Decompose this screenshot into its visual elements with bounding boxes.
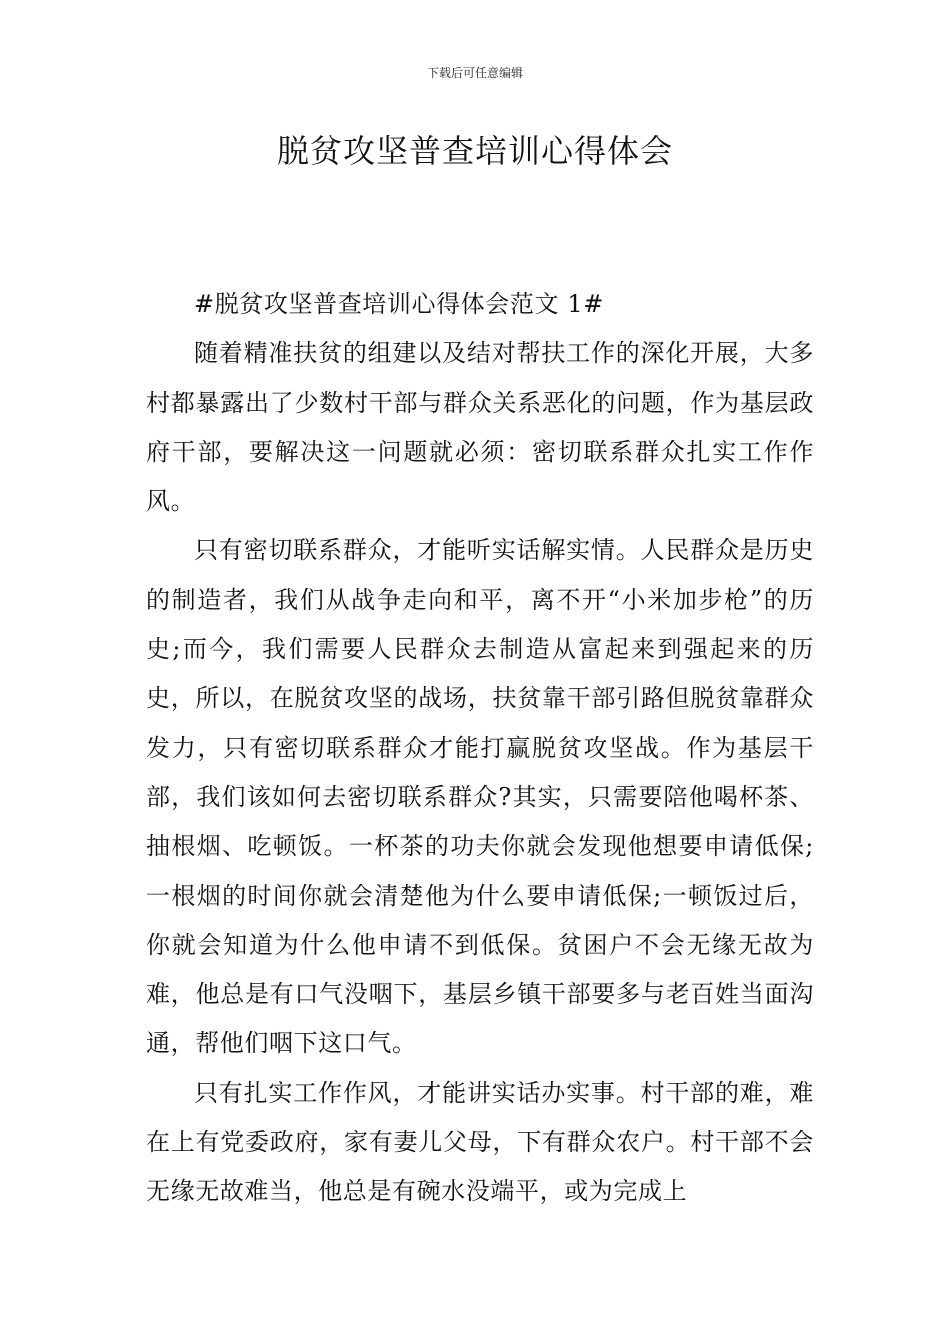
header-note: 下载后可任意编辑 [426, 66, 523, 80]
section-heading: #脱贫攻坚普查培训心得体会范文 1# [194, 290, 604, 318]
document-title: 脱贫攻坚普查培训心得体会 [276, 132, 673, 170]
body-paragraph: 随着精准扶贫的组建以及结对帮扶工作的深化开展，大多村都暴露出了少数村干部与群众关系恶化的问题，作为基层政府干部，要解决这一问题就必须：密切联系群众扎实工作作风。 [146, 339, 814, 516]
document-body [146, 280, 814, 1217]
body-paragraph: 只有扎实工作作风，才能讲实话办实事。村干部的难，难在上有党委政府，家有妻儿父母，下有群众农户。村干部不会无缘无故难当，他总是有碗水没端平，或为完成上 [146, 1078, 814, 1206]
body-paragraph: 只有密切联系群众，才能听实话解实情。人民群众是历史的制造者，我们从战争走向和平，离不开“小米加步枪”的历史;而今，我们需要人民群众去制造从富起来到强起来的历史，所以，在脱贫攻坚的战场，扶贫靠干部引路但脱贫靠群众发力，只有密切联系群众才能打赢脱贫攻坚战。作为基层干部，我们该如何去密切联系群众?其实，只需要陪他喝杯茶、抽根烟、吃顿饭。一杯茶的功夫你就会发现他想要申请低保;一根烟的时间你就会清楚他为什么要申请低保;一顿饭过后，你就会知道为什么他申请不到低保。贫困户不会无缘无故为难，他总是有口气没咽下，基层乡镇干部要多与老百姓当面沟通，帮他们咽下这口气。 [146, 536, 814, 1058]
